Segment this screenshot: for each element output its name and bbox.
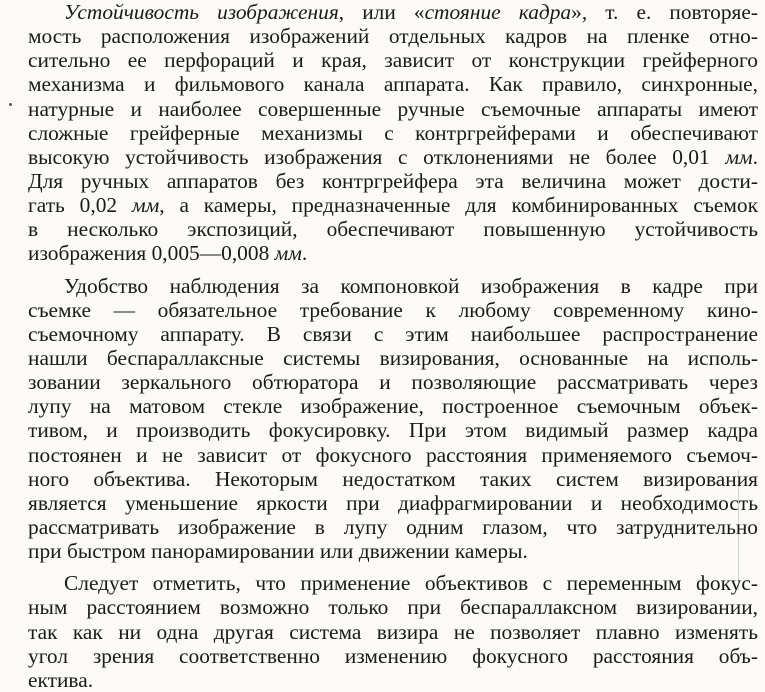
- text-run: рассматривать изображение в лупу одним глазом, что затруднительно: [28, 514, 758, 539]
- text-line: [28, 217, 758, 241]
- text-run: .: [752, 144, 758, 169]
- text-line: [28, 467, 758, 491]
- text-line: [28, 322, 758, 346]
- text-line: [28, 491, 758, 515]
- text-line: [28, 121, 758, 145]
- text-line: [28, 193, 758, 217]
- text-run: Следует отметить, что применение объективов с переменным фокус-: [64, 571, 758, 596]
- text-run: тивом, и производить фокусировку. При этом видимый размер кадра: [28, 418, 758, 443]
- text-line: [28, 443, 758, 467]
- text-line: [28, 620, 758, 644]
- text-line: [28, 72, 758, 96]
- text-run: .: [301, 241, 308, 266]
- text-line: [28, 0, 758, 24]
- text-line: [28, 97, 758, 121]
- italic-run: мм: [274, 241, 302, 266]
- text-run: механизма и фильмового канала аппарата. Как правило, синхронные,: [28, 72, 758, 97]
- text-run: так как ни одна другая система визира не позволяет плавно изменять: [28, 619, 758, 644]
- text-run: ектива.: [28, 667, 94, 692]
- text-line: [28, 24, 758, 48]
- italic-run: мм: [725, 144, 753, 169]
- text-line: [28, 370, 758, 394]
- text-run: высокую устойчивость изображения с отклонениями не более 0,01: [28, 144, 726, 169]
- text-run: постоянен и не зависит от фокусного расстояния применяемого съемоч-: [28, 442, 758, 467]
- text-run: в несколько экспозиций, обеспечивают повышенную устойчивость: [28, 217, 758, 242]
- italic-run: мм: [131, 193, 160, 218]
- text-run: ным расстоянием возможно только при беспараллаксном визировании,: [28, 595, 758, 620]
- text-run: сительно ее перфораций и края, зависит от конструкции грейферного: [28, 48, 758, 73]
- text-line: [28, 418, 758, 442]
- text-line: [28, 145, 758, 169]
- paragraph-spacing: [28, 266, 758, 274]
- text-run: мость расположения изображений отдельных кадров на пленке отно-: [28, 24, 758, 49]
- text-run: ного объектива. Некоторым недостатком таких систем визирования: [28, 466, 758, 491]
- text-run: гать 0,02: [28, 193, 132, 218]
- text-run: , а камеры, предназначенные для комбинированных съемок: [159, 193, 758, 218]
- text-column: [28, 0, 758, 692]
- text-line: [28, 274, 758, 298]
- text-line: [28, 169, 758, 193]
- text-run: угол зрения соответственно изменению фокусного расстояния объ-: [28, 643, 758, 668]
- italic-run: Устойчивость изображения: [64, 0, 339, 24]
- text-line: [28, 48, 758, 72]
- text-run: натурные и наиболее совершенные ручные съемочные аппараты имеют: [28, 96, 758, 121]
- text-run: при быстром панорамировании или движении камеры.: [28, 539, 528, 564]
- text-run: сложные грейферные механизмы с контргрейферами и обеспечивают: [28, 120, 758, 145]
- text-run: съемке — обязательное требование к любому современному кино-: [28, 297, 758, 322]
- italic-run: стояние кадра: [424, 0, 572, 24]
- text-run: нашли беспараллаксные системы визирования, основанные на исполь-: [28, 345, 758, 370]
- paragraph-spacing: [28, 563, 758, 571]
- text-line: [28, 394, 758, 418]
- text-line: [28, 571, 758, 595]
- text-line: [28, 241, 758, 265]
- margin-speck: [9, 103, 12, 106]
- text-line: [28, 539, 758, 563]
- text-run: лупу на матовом стекле изображение, построенное съемочным объек-: [28, 394, 758, 419]
- text-line: [28, 298, 758, 322]
- text-line: [28, 668, 758, 692]
- text-line: [28, 515, 758, 539]
- text-run: , или «: [338, 0, 425, 24]
- text-run: является уменьшение яркости при диафрагмировании и необходимость: [28, 490, 758, 515]
- paragraph-zoom-lenses: [28, 571, 758, 692]
- text-run: Удобство наблюдения за компоновкой изображения в кадре при: [64, 273, 758, 298]
- text-line: [28, 644, 758, 668]
- text-run: Для ручных аппаратов без контргрейфера эта величина может дости-: [28, 168, 758, 193]
- text-run: изображения 0,005—0,008: [28, 241, 275, 266]
- paragraph-framing-observation: [28, 274, 758, 564]
- text-line: [28, 346, 758, 370]
- text-line: [28, 595, 758, 619]
- text-run: зовании зеркального обтюратора и позволяющие рассматривать через: [28, 370, 758, 395]
- paragraph-image-stability: [28, 0, 758, 266]
- text-run: съемочному аппарату. В связи с этим наибольшее распространение: [28, 321, 758, 346]
- text-run: », т. е. повторяе-: [571, 0, 759, 24]
